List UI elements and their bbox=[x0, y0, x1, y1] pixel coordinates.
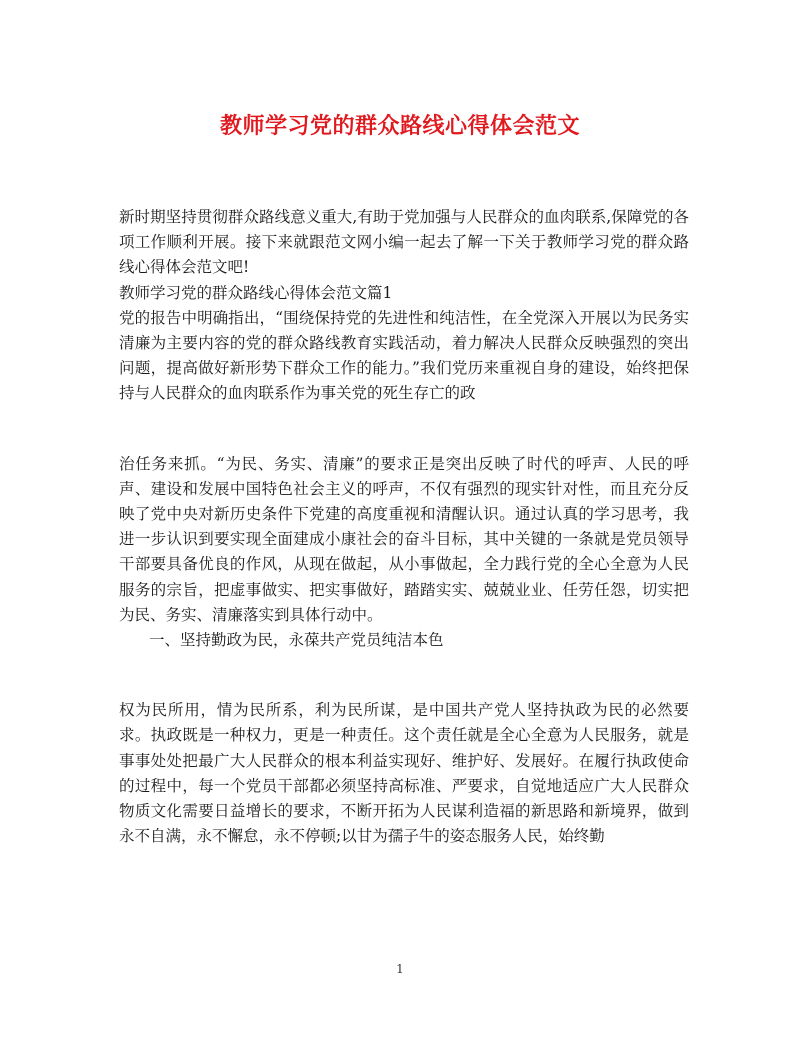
paragraph-1: 党的报告中明确指出，“围绕保持党的先进性和纯洁性，在全党深入开展以为民务实清廉为主要内容的党的群众路线教育实践活动，着力解决人民群众反映强烈的突出问题，提高做好新形势下群众工作的能力。”我们党历来重视自身的建设，始终把保持与人民群众的血肉联系作为事关党的死生存亡的政 bbox=[119, 308, 689, 403]
document-body bbox=[119, 205, 689, 849]
subheading: 教师学习党的群众路线心得体会范文篇1 bbox=[119, 283, 393, 302]
paragraph-2: 治任务来抓。“为民、务实、清廉”的要求正是突出反映了时代的呼声、人民的呼声、建设和发展中国特色社会主义的呼声，不仅有强烈的现实针对性，而且充分反映了党中央对新历史条件下党建的高度重视和清醒认识。通过认真的学习思考，我进一步认识到要实现全面建成小康社会的奋斗目标，其中关键的一条就是党员领导干部要具备优良的作风，从现在做起，从小事做起，全力践行党的全心全意为人民服务的宗旨，把虚事做实、把实事做好，踏踏实实、兢兢业业、任劳任怨，切实把为民、务实、清廉落实到具体行动中。 bbox=[119, 454, 689, 624]
document-title: 教师学习党的群众路线心得体会范文 bbox=[219, 113, 580, 139]
section-heading: 一、坚持勤政为民，永葆共产党员纯洁本色 bbox=[149, 631, 444, 650]
intro-paragraph: 新时期坚持贯彻群众路线意义重大,有助于党加强与人民群众的血肉联系,保障党的各项工作顺利开展。接下来就跟范文网小编一起去了解一下关于教师学习党的群众路线心得体会范文吧! bbox=[119, 208, 689, 277]
paragraph-gap bbox=[119, 653, 689, 698]
paragraph-gap bbox=[119, 407, 689, 452]
page-number: 1 bbox=[396, 962, 404, 976]
paragraph-3: 权为民所用，情为民所系，利为民所谋，是中国共产党人坚持执政为民的必然要求。执政既是一种权力，更是一种责任。这个责任就是全心全意为人民服务，就是事事处处把最广大人民群众的根本利益实现好、维护好、发展好。在履行执政使命的过程中，每一个党员干部都必须坚持高标准、严要求，自觉地适应广大人民群众物质文化需要日益增长的要求，不断开拓为人民谋利造福的新思路和新境界，做到永不自满，永不懈怠，永不停顿;以甘为孺子牛的姿态服务人民，始终勤 bbox=[119, 701, 689, 846]
